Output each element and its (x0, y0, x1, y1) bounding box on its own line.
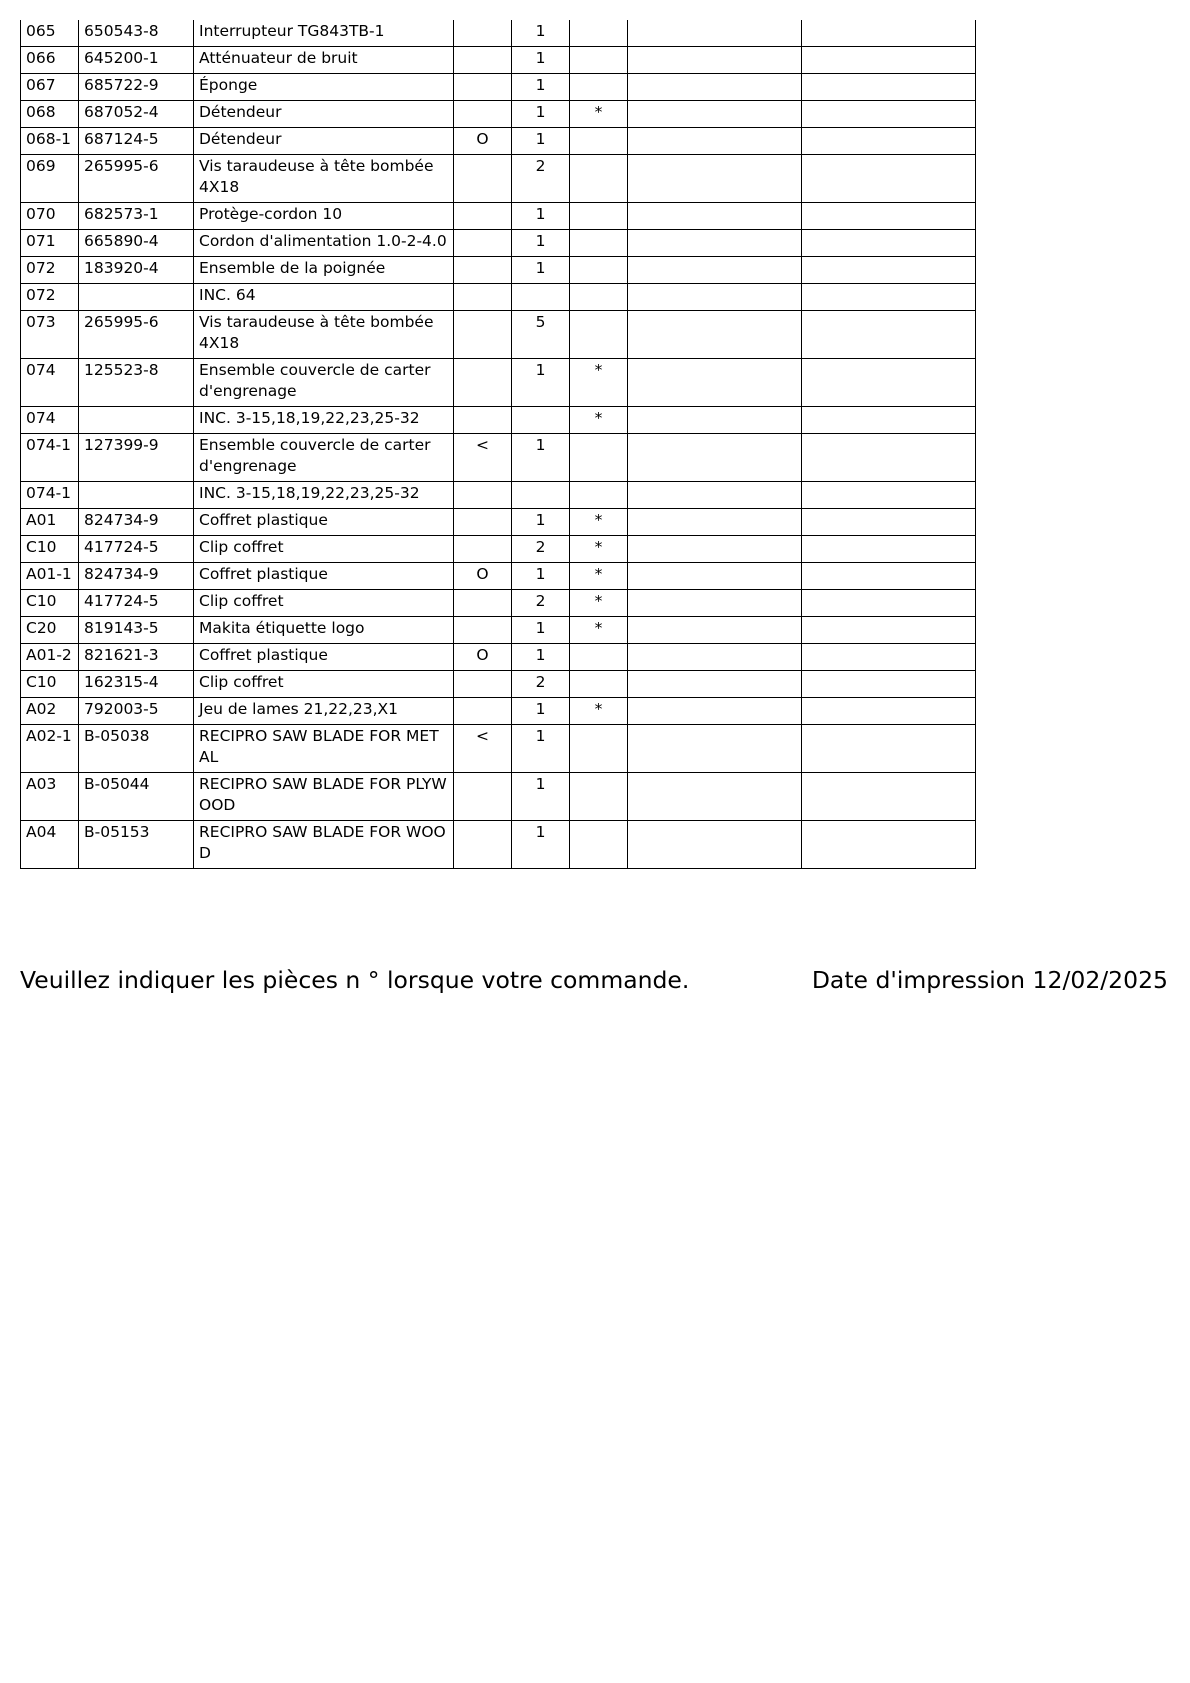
mark-cell (570, 230, 628, 257)
note-cell: < (454, 434, 512, 482)
item-number-cell: C10 (21, 671, 79, 698)
mark-cell (570, 671, 628, 698)
quantity-cell: 1 (512, 20, 570, 47)
table-row (21, 698, 976, 725)
empty-cell (802, 359, 976, 407)
quantity-cell: 1 (512, 617, 570, 644)
description-cell: RECIPRO SAW BLADE FOR PLYWOOD (194, 773, 454, 821)
item-number-cell: 069 (21, 155, 79, 203)
empty-cell (628, 698, 802, 725)
item-number-cell: 065 (21, 20, 79, 47)
quantity-cell: 2 (512, 590, 570, 617)
note-cell (454, 671, 512, 698)
note-cell (454, 773, 512, 821)
description-cell: RECIPRO SAW BLADE FOR WOOD (194, 821, 454, 869)
item-number-cell: 068 (21, 101, 79, 128)
description-cell: INC. 3-15,18,19,22,23,25-32 (194, 407, 454, 434)
item-number-cell: 070 (21, 203, 79, 230)
description-cell: Coffret plastique (194, 644, 454, 671)
table-row (21, 671, 976, 698)
part-number-cell: 645200-1 (79, 47, 194, 74)
empty-cell (628, 434, 802, 482)
item-number-cell: C20 (21, 617, 79, 644)
part-number-cell: B-05038 (79, 725, 194, 773)
quantity-cell (512, 482, 570, 509)
part-number-cell: 824734-9 (79, 563, 194, 590)
quantity-cell: 1 (512, 434, 570, 482)
empty-cell (628, 74, 802, 101)
empty-cell (628, 359, 802, 407)
part-number-cell: 685722-9 (79, 74, 194, 101)
empty-cell (802, 257, 976, 284)
quantity-cell: 1 (512, 47, 570, 74)
note-cell: O (454, 644, 512, 671)
table-row (21, 644, 976, 671)
item-number-cell: C10 (21, 590, 79, 617)
note-cell (454, 407, 512, 434)
quantity-cell: 1 (512, 509, 570, 536)
empty-cell (802, 509, 976, 536)
empty-cell (802, 128, 976, 155)
note-cell: < (454, 725, 512, 773)
table-row (21, 725, 976, 773)
mark-cell: * (570, 590, 628, 617)
mark-cell (570, 434, 628, 482)
empty-cell (628, 311, 802, 359)
empty-cell (628, 257, 802, 284)
item-number-cell: A03 (21, 773, 79, 821)
parts-table (20, 20, 976, 869)
mark-cell (570, 773, 628, 821)
empty-cell (628, 155, 802, 203)
quantity-cell: 1 (512, 230, 570, 257)
table-row (21, 509, 976, 536)
quantity-cell: 2 (512, 671, 570, 698)
part-number-cell: 682573-1 (79, 203, 194, 230)
note-cell (454, 203, 512, 230)
empty-cell (628, 20, 802, 47)
table-row (21, 284, 976, 311)
part-number-cell: 265995-6 (79, 155, 194, 203)
table-row (21, 155, 976, 203)
item-number-cell: 074-1 (21, 434, 79, 482)
empty-cell (802, 698, 976, 725)
part-number-cell: 417724-5 (79, 590, 194, 617)
empty-cell (802, 671, 976, 698)
note-cell (454, 482, 512, 509)
note-cell (454, 74, 512, 101)
quantity-cell: 1 (512, 359, 570, 407)
note-cell (454, 47, 512, 74)
empty-cell (628, 230, 802, 257)
empty-cell (802, 434, 976, 482)
part-number-cell: B-05153 (79, 821, 194, 869)
quantity-cell: 1 (512, 725, 570, 773)
description-cell: Makita étiquette logo (194, 617, 454, 644)
description-cell: Ensemble de la poignée (194, 257, 454, 284)
quantity-cell: 1 (512, 257, 570, 284)
mark-cell (570, 725, 628, 773)
item-number-cell: 067 (21, 74, 79, 101)
item-number-cell: 072 (21, 284, 79, 311)
part-number-cell: 821621-3 (79, 644, 194, 671)
mark-cell: * (570, 359, 628, 407)
note-cell (454, 821, 512, 869)
quantity-cell: 1 (512, 203, 570, 230)
part-number-cell: 127399-9 (79, 434, 194, 482)
item-number-cell: A01-2 (21, 644, 79, 671)
item-number-cell: 074-1 (21, 482, 79, 509)
empty-cell (802, 20, 976, 47)
part-number-cell: 265995-6 (79, 311, 194, 359)
note-cell: O (454, 128, 512, 155)
table-row (21, 311, 976, 359)
description-cell: INC. 64 (194, 284, 454, 311)
table-row (21, 230, 976, 257)
description-cell: Coffret plastique (194, 563, 454, 590)
empty-cell (802, 482, 976, 509)
mark-cell: * (570, 509, 628, 536)
mark-cell (570, 128, 628, 155)
table-row (21, 407, 976, 434)
item-number-cell: 073 (21, 311, 79, 359)
quantity-cell (512, 407, 570, 434)
note-cell (454, 359, 512, 407)
mark-cell (570, 284, 628, 311)
description-cell: Éponge (194, 74, 454, 101)
description-cell: Détendeur (194, 101, 454, 128)
description-cell: Cordon d'alimentation 1.0-2-4.0 (194, 230, 454, 257)
empty-cell (802, 644, 976, 671)
empty-cell (628, 482, 802, 509)
description-cell: RECIPRO SAW BLADE FOR METAL (194, 725, 454, 773)
part-number-cell: 687052-4 (79, 101, 194, 128)
note-cell (454, 698, 512, 725)
mark-cell (570, 47, 628, 74)
empty-cell (802, 203, 976, 230)
mark-cell: * (570, 617, 628, 644)
note-cell (454, 284, 512, 311)
table-row (21, 434, 976, 482)
note-cell (454, 20, 512, 47)
table-row (21, 821, 976, 869)
mark-cell: * (570, 563, 628, 590)
empty-cell (628, 725, 802, 773)
description-cell: Vis taraudeuse à tête bombée 4X18 (194, 155, 454, 203)
mark-cell: * (570, 698, 628, 725)
note-cell (454, 101, 512, 128)
table-row (21, 617, 976, 644)
quantity-cell (512, 284, 570, 311)
item-number-cell: A01 (21, 509, 79, 536)
note-cell (454, 536, 512, 563)
quantity-cell: 1 (512, 644, 570, 671)
order-instruction: Veuillez indiquer les pièces n ° lorsque votre commande. (20, 966, 690, 994)
description-cell: Protège-cordon 10 (194, 203, 454, 230)
mark-cell: * (570, 536, 628, 563)
table-row (21, 257, 976, 284)
quantity-cell: 1 (512, 821, 570, 869)
table-row (21, 590, 976, 617)
empty-cell (802, 590, 976, 617)
empty-cell (802, 536, 976, 563)
item-number-cell: 066 (21, 47, 79, 74)
empty-cell (628, 407, 802, 434)
part-number-cell: 162315-4 (79, 671, 194, 698)
print-date: Date d'impression 12/02/2025 (811, 966, 1168, 994)
item-number-cell: A02 (21, 698, 79, 725)
empty-cell (802, 563, 976, 590)
mark-cell: * (570, 101, 628, 128)
part-number-cell: 792003-5 (79, 698, 194, 725)
empty-cell (802, 821, 976, 869)
mark-cell (570, 644, 628, 671)
empty-cell (802, 74, 976, 101)
item-number-cell: 068-1 (21, 128, 79, 155)
description-cell: Clip coffret (194, 671, 454, 698)
empty-cell (802, 407, 976, 434)
table-row (21, 482, 976, 509)
note-cell (454, 257, 512, 284)
table-row (21, 203, 976, 230)
part-number-cell: 665890-4 (79, 230, 194, 257)
empty-cell (628, 284, 802, 311)
description-cell: Clip coffret (194, 536, 454, 563)
table-row (21, 20, 976, 47)
table-row (21, 101, 976, 128)
empty-cell (628, 563, 802, 590)
part-number-cell: 687124-5 (79, 128, 194, 155)
part-number-cell (79, 482, 194, 509)
note-cell (454, 311, 512, 359)
item-number-cell: 074 (21, 359, 79, 407)
empty-cell (628, 536, 802, 563)
part-number-cell (79, 284, 194, 311)
part-number-cell: 417724-5 (79, 536, 194, 563)
quantity-cell: 1 (512, 128, 570, 155)
item-number-cell: A04 (21, 821, 79, 869)
mark-cell (570, 482, 628, 509)
empty-cell (802, 155, 976, 203)
description-cell: Atténuateur de bruit (194, 47, 454, 74)
empty-cell (628, 821, 802, 869)
note-cell (454, 617, 512, 644)
mark-cell (570, 311, 628, 359)
empty-cell (628, 509, 802, 536)
description-cell: Vis taraudeuse à tête bombée 4X18 (194, 311, 454, 359)
description-cell: Ensemble couvercle de carter d'engrenage (194, 359, 454, 407)
item-number-cell: 072 (21, 257, 79, 284)
description-cell: Ensemble couvercle de carter d'engrenage (194, 434, 454, 482)
mark-cell: * (570, 407, 628, 434)
description-cell: Interrupteur TG843TB-1 (194, 20, 454, 47)
empty-cell (628, 101, 802, 128)
table-row (21, 128, 976, 155)
mark-cell (570, 821, 628, 869)
part-number-cell: 824734-9 (79, 509, 194, 536)
part-number-cell: B-05044 (79, 773, 194, 821)
part-number-cell: 183920-4 (79, 257, 194, 284)
table-row (21, 47, 976, 74)
table-row (21, 536, 976, 563)
empty-cell (802, 47, 976, 74)
empty-cell (802, 617, 976, 644)
empty-cell (628, 644, 802, 671)
table-row (21, 74, 976, 101)
item-number-cell: A02-1 (21, 725, 79, 773)
quantity-cell: 2 (512, 536, 570, 563)
empty-cell (802, 101, 976, 128)
empty-cell (628, 47, 802, 74)
mark-cell (570, 155, 628, 203)
part-number-cell: 125523-8 (79, 359, 194, 407)
mark-cell (570, 74, 628, 101)
quantity-cell: 1 (512, 698, 570, 725)
quantity-cell: 1 (512, 563, 570, 590)
quantity-cell: 1 (512, 773, 570, 821)
quantity-cell: 1 (512, 74, 570, 101)
empty-cell (802, 311, 976, 359)
item-number-cell: C10 (21, 536, 79, 563)
empty-cell (628, 773, 802, 821)
empty-cell (802, 284, 976, 311)
part-number-cell (79, 407, 194, 434)
item-number-cell: 074 (21, 407, 79, 434)
empty-cell (628, 617, 802, 644)
part-number-cell: 819143-5 (79, 617, 194, 644)
description-cell: Détendeur (194, 128, 454, 155)
empty-cell (802, 725, 976, 773)
mark-cell (570, 203, 628, 230)
empty-cell (628, 671, 802, 698)
quantity-cell: 5 (512, 311, 570, 359)
description-cell: Clip coffret (194, 590, 454, 617)
table-row (21, 773, 976, 821)
empty-cell (802, 773, 976, 821)
parts-table-body (21, 20, 976, 869)
note-cell (454, 155, 512, 203)
mark-cell (570, 20, 628, 47)
description-cell: Coffret plastique (194, 509, 454, 536)
empty-cell (628, 203, 802, 230)
item-number-cell: 071 (21, 230, 79, 257)
item-number-cell: A01-1 (21, 563, 79, 590)
part-number-cell: 650543-8 (79, 20, 194, 47)
note-cell (454, 230, 512, 257)
table-row (21, 359, 976, 407)
quantity-cell: 1 (512, 101, 570, 128)
quantity-cell: 2 (512, 155, 570, 203)
mark-cell (570, 257, 628, 284)
note-cell (454, 509, 512, 536)
empty-cell (802, 230, 976, 257)
description-cell: Jeu de lames 21,22,23,X1 (194, 698, 454, 725)
empty-cell (628, 128, 802, 155)
note-cell: O (454, 563, 512, 590)
empty-cell (628, 590, 802, 617)
description-cell: INC. 3-15,18,19,22,23,25-32 (194, 482, 454, 509)
table-row (21, 563, 976, 590)
note-cell (454, 590, 512, 617)
